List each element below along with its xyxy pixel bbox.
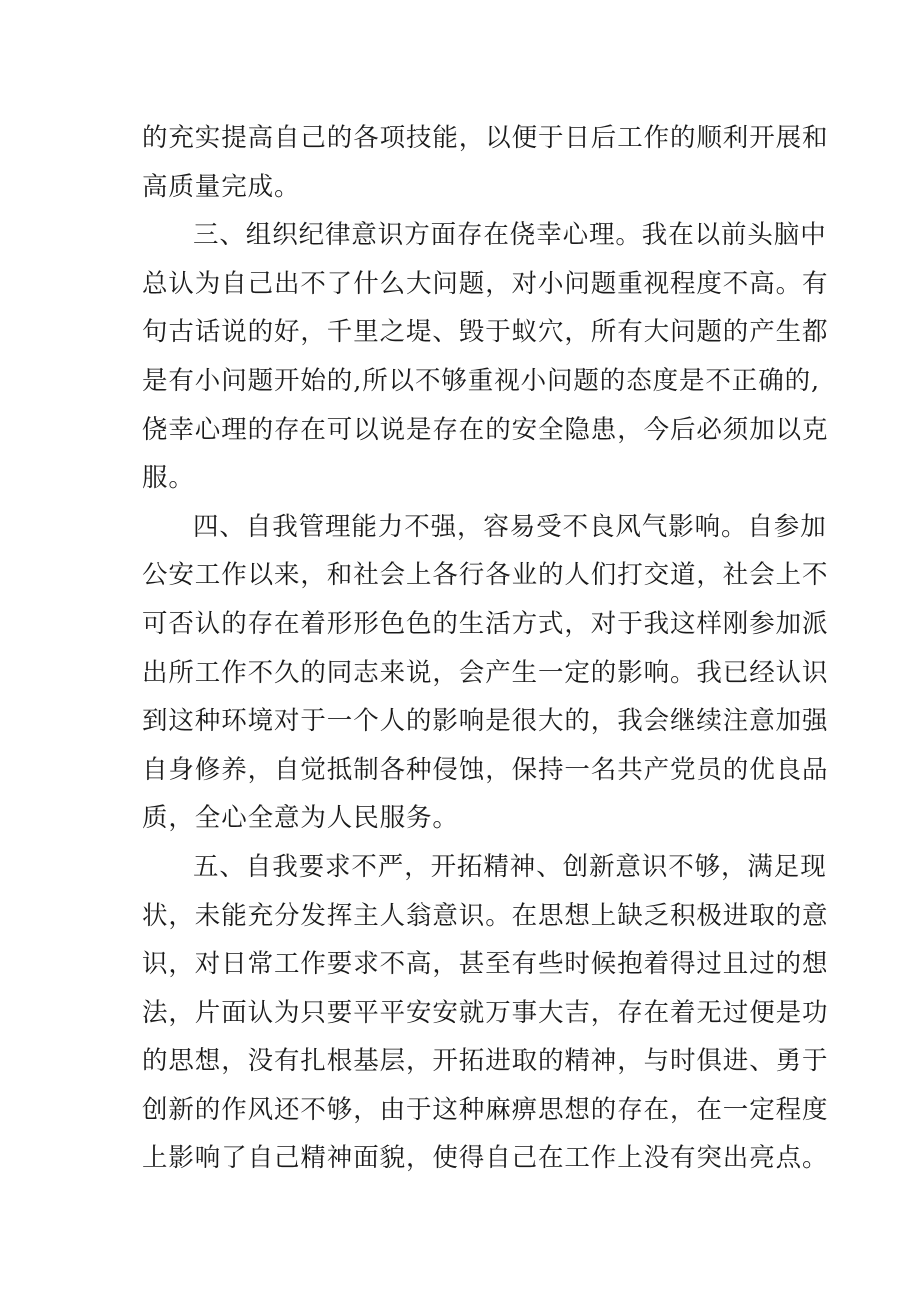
text-line: 五、自我要求不严，开拓精神、创新意识不够，满足现 bbox=[193, 851, 827, 882]
text-line: 三、组织纪律意识方面存在侥幸心理。我在以前头脑中 bbox=[193, 220, 827, 251]
text-line: 创新的作风还不够，由于这种麻痹思想的存在，在一定程度 bbox=[142, 1094, 829, 1125]
text-line: 可否认的存在着形形色色的生活方式，对于我这样刚参加派 bbox=[142, 608, 829, 639]
text-line: 自身修养，自觉抵制各种侵蚀，保持一名共产党员的优良品 bbox=[142, 754, 829, 785]
paragraph-section-four bbox=[142, 503, 829, 843]
document-body bbox=[142, 114, 829, 1183]
text-line: 服。 bbox=[142, 463, 195, 494]
text-line: 句古话说的好，千里之堤、毁于蚁穴，所有大问题的产生都 bbox=[142, 317, 829, 348]
text-line: 法，片面认为只要平平安安就万事大吉，存在着无过便是功 bbox=[142, 997, 829, 1028]
text-line: 侥幸心理的存在可以说是存在的安全隐患，今后必须加以克 bbox=[142, 414, 829, 445]
text-line: 到这种环境对于一个人的影响是很大的，我会继续注意加强 bbox=[142, 706, 829, 737]
paragraph-section-five bbox=[142, 843, 829, 1183]
paragraph-continuation bbox=[142, 114, 829, 211]
text-line: 识，对日常工作要求不高，甚至有些时候抱着得过且过的想 bbox=[142, 949, 829, 980]
text-line: 质，全心全意为人民服务。 bbox=[142, 803, 459, 834]
text-line: 是有小问题开始的,所以不够重视小问题的态度是不正确的, bbox=[142, 365, 821, 396]
text-line: 公安工作以来，和社会上各行各业的人们打交道，社会上不 bbox=[142, 560, 829, 591]
text-line: 高质量完成。 bbox=[142, 171, 301, 202]
text-line: 四、自我管理能力不强，容易受不良风气影响。自参加 bbox=[193, 511, 827, 542]
text-line: 的思想，没有扎根基层，开拓进取的精神，与时俱进、勇于 bbox=[142, 1046, 829, 1077]
text-line: 总认为自己出不了什么大问题，对小问题重视程度不高。有 bbox=[142, 268, 829, 299]
text-line: 出所工作不久的同志来说，会产生一定的影响。我已经认识 bbox=[142, 657, 829, 688]
text-line: 状，未能充分发挥主人翁意识。在思想上缺乏积极进取的意 bbox=[142, 900, 829, 931]
text-line: 上影响了自己精神面貌，使得自己在工作上没有突出亮点。 bbox=[142, 1143, 829, 1174]
text-line: 的充实提高自己的各项技能，以便于日后工作的顺利开展和 bbox=[142, 123, 829, 153]
paragraph-section-three bbox=[142, 211, 829, 503]
